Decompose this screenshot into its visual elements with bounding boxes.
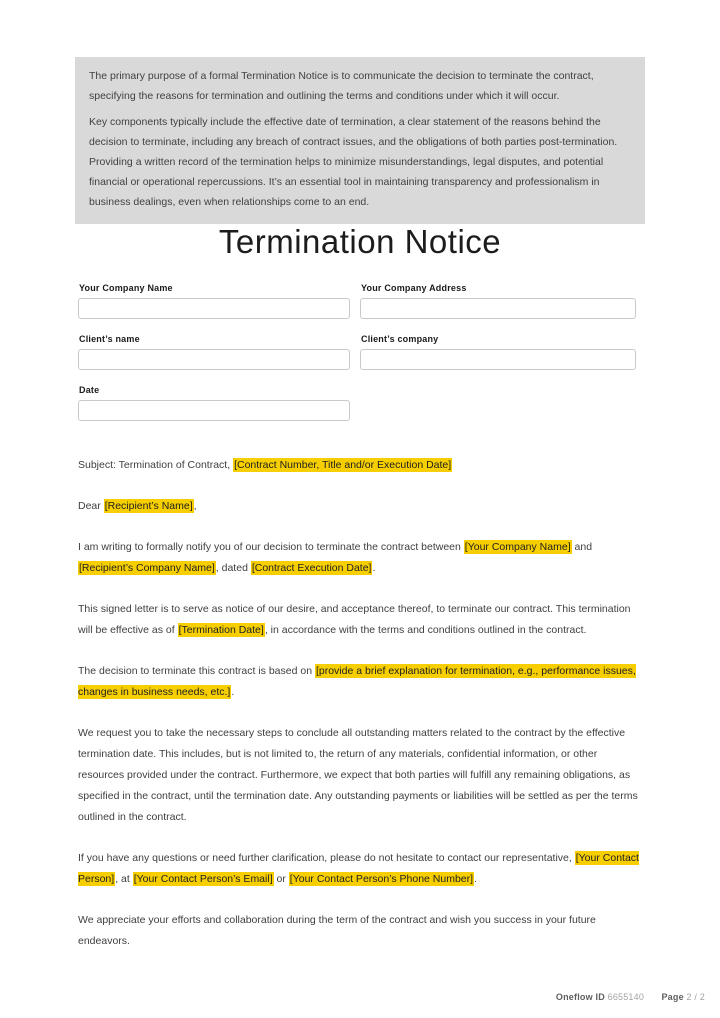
text-run: , in accordance with the terms and conditions outlined in the contract. bbox=[264, 624, 587, 636]
salutation bbox=[78, 496, 640, 517]
text-run: , at bbox=[115, 873, 133, 885]
text-run: Subject: Termination of Contract, bbox=[78, 459, 234, 471]
subject-line bbox=[78, 455, 640, 476]
intro-paragraph: The primary purpose of a formal Termination Notice is to communicate the decision to terminate the contract, specifying the reasons for termination and outlining the terms and conditions under which it will occur. bbox=[89, 70, 594, 102]
field-company-address bbox=[360, 283, 636, 319]
page-footer bbox=[556, 992, 705, 1002]
letter-paragraph bbox=[78, 599, 640, 641]
placeholder-highlight: [Contract Execution Date] bbox=[251, 562, 372, 574]
placeholder-highlight: [Your Company Name] bbox=[464, 541, 571, 553]
date-label: Date bbox=[79, 385, 100, 395]
client-company-input[interactable] bbox=[360, 349, 636, 370]
field-company-name bbox=[78, 283, 350, 319]
company-name-label: Your Company Name bbox=[79, 283, 173, 293]
page-title: Termination Notice bbox=[218, 223, 502, 260]
text-run: . bbox=[231, 686, 235, 698]
text-run: , dated bbox=[215, 562, 251, 574]
text-run: and bbox=[571, 541, 593, 553]
placeholder-highlight: [Your Contact Person] bbox=[78, 852, 639, 885]
date-input[interactable] bbox=[78, 400, 350, 421]
letter-paragraph bbox=[78, 848, 640, 890]
field-client-company bbox=[360, 334, 636, 370]
oneflow-id-value: 6655140 bbox=[607, 992, 645, 1002]
placeholder-highlight: [Recipient’s Company Name] bbox=[79, 562, 215, 574]
company-address-input[interactable] bbox=[360, 298, 636, 319]
company-name-input[interactable] bbox=[78, 298, 350, 319]
text-run: We appreciate your efforts and collaboration during the term of the contract and wish you success in your future endeavors. bbox=[78, 914, 596, 947]
text-run: . bbox=[474, 873, 477, 885]
page-number-label: Page bbox=[661, 992, 684, 1002]
placeholder-highlight: [Your Contact Person’s Email] bbox=[133, 873, 273, 885]
text-run: This signed letter is to serve as notice of our desire, and acceptance thereof, to terminate our contract. This termination will be effective as of bbox=[78, 603, 631, 636]
text-run: The decision to terminate this contract is based on bbox=[78, 665, 315, 677]
intro-paragraph: Key components typically include the effective date of termination, a clear statement of the reasons behind the decision to terminate, including any breach of contract issues, and the obligations of both parties post-termination. Providing a written record of the termination helps to minimize misunderstandings, legal disputes, and potential financial or operational repercussions. It’s an essential tool in maintaining transparency and professionalism in business dealings, even when relationships come to an end. bbox=[89, 116, 618, 208]
client-name-label: Client’s name bbox=[79, 334, 140, 344]
letter-body bbox=[78, 455, 640, 972]
letter-paragraph bbox=[78, 910, 640, 952]
contract-form bbox=[78, 283, 636, 421]
letter-paragraph bbox=[78, 661, 640, 703]
oneflow-id-label: Oneflow ID bbox=[555, 992, 605, 1002]
placeholder-highlight: [Contract Number, Title and/or Execution Date] bbox=[234, 459, 452, 471]
client-name-input[interactable] bbox=[78, 349, 350, 370]
text-run: , bbox=[193, 500, 197, 512]
placeholder-highlight: [provide a brief explanation for termination, e.g., performance issues, changes in business needs, etc.] bbox=[78, 665, 636, 698]
text-run: We request you to take the necessary steps to conclude all outstanding matters related to the contract by the effective termination date. This includes, but is not limited to, the return of any materials, confidential information, or other resources provided under the contract. Furthermore, we expect that both parties will fulfill any remaining obligations, as specified in the contract, until the termination date. Any outstanding payments or liabilities will be settled as per the terms outlined in the contract. bbox=[78, 727, 638, 823]
company-address-label: Your Company Address bbox=[361, 283, 467, 293]
client-company-label: Client’s company bbox=[361, 334, 439, 344]
page-number-value: 2 / 2 bbox=[686, 992, 705, 1002]
intro-box bbox=[75, 57, 645, 224]
placeholder-highlight: [Termination Date] bbox=[178, 624, 264, 636]
placeholder-highlight: [Your Contact Person’s Phone Number] bbox=[289, 873, 474, 885]
field-date bbox=[78, 385, 350, 421]
text-run: I am writing to formally notify you of our decision to terminate the contract between bbox=[78, 541, 464, 553]
letter-paragraph bbox=[78, 537, 640, 579]
field-client-name bbox=[78, 334, 350, 370]
placeholder-highlight: [Recipient’s Name] bbox=[104, 500, 193, 512]
text-run: or bbox=[273, 873, 289, 885]
letter-paragraph bbox=[78, 723, 640, 828]
text-run: Dear bbox=[78, 500, 104, 512]
text-run: . bbox=[372, 562, 376, 574]
text-run: If you have any questions or need further clarification, please do not hesitate to contact our representative, bbox=[78, 852, 575, 864]
